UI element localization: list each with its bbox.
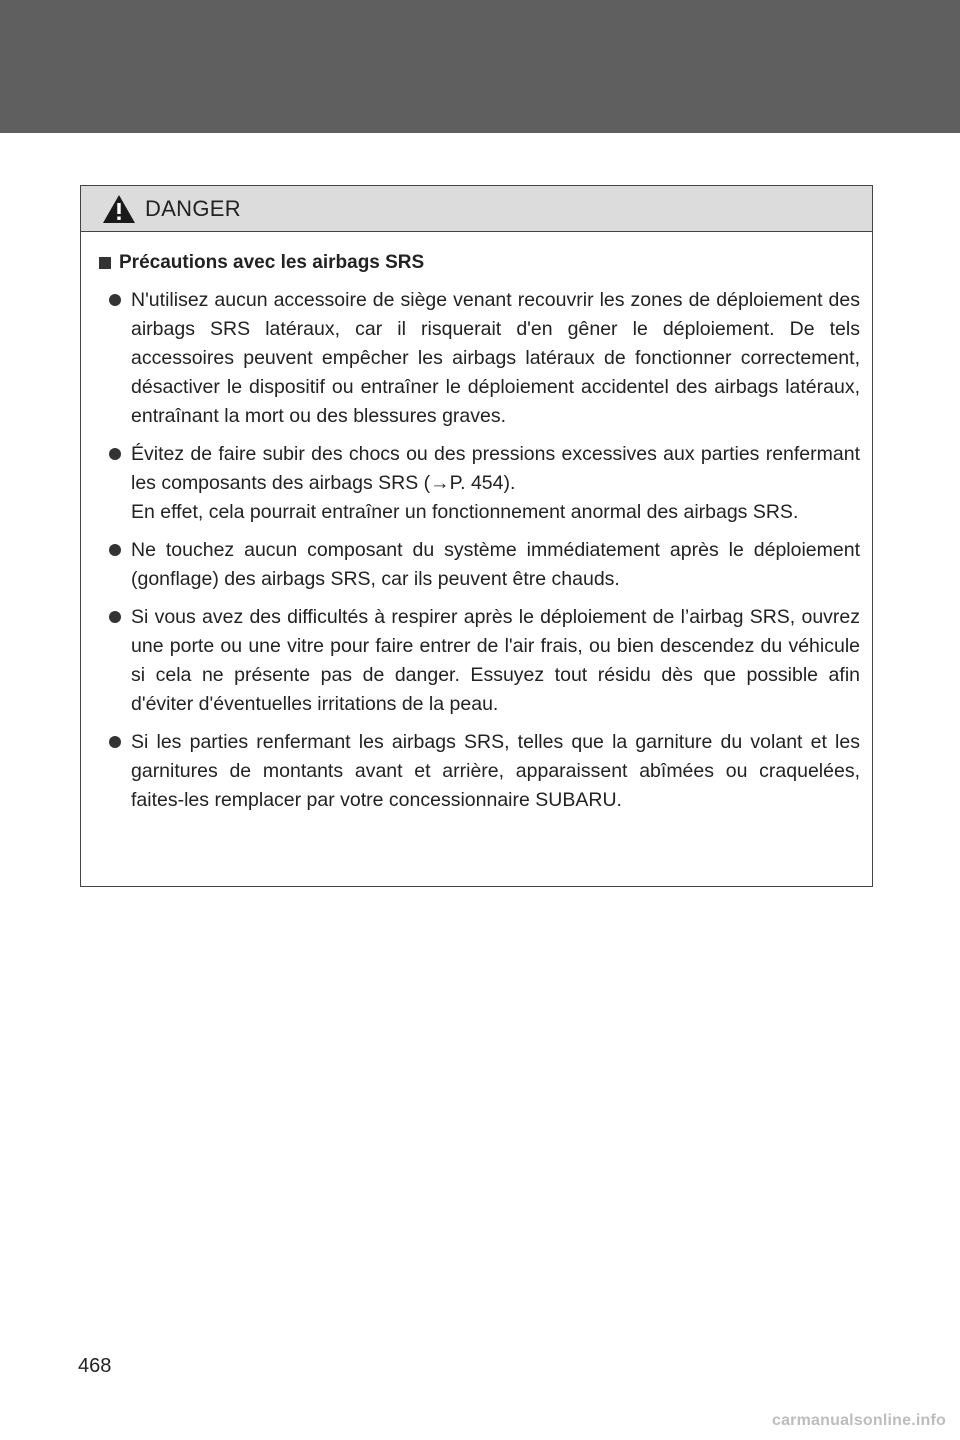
list-item-body [131,440,860,527]
list-item [99,728,860,815]
paragraph: Si les parties renfermant les airbags SRS, telles que la garniture du volant et les garnitures de montants avant et arrière, apparaissent abîmées ou craquelées, faites-les remplacer par votre concessionnaire SUBARU. [131,731,860,811]
section-heading-text: Précautions avec les airbags SRS [119,252,425,273]
bullet-dot-icon [109,736,121,748]
list-item [99,286,860,431]
page-header-bar [0,0,960,133]
section-heading [99,252,860,274]
list-item [99,603,860,719]
list-item [99,536,860,594]
paragraph: Évitez de faire subir des chocs ou des pressions excessives aux parties renfermant les composants des airbags SRS (→P. 454). [131,443,860,494]
bullet-dot-icon [109,544,121,556]
paragraph: N'utilisez aucun accessoire de siège venant recouvrir les zones de déploiement des airbags SRS latéraux, car il risquerait d'en gêner le déploiement. De tels accessoires peuvent empêcher les airbags latéraux de fonctionner correctement, désactiver le dispositif ou entraîner le déploiement accidentel des airbags latéraux, entraînant la mort ou des blessures graves. [131,289,860,427]
list-item-body [131,286,860,431]
page-number: 468 [78,1355,112,1377]
danger-title: DANGER [145,195,241,221]
watermark: carmanualsonline.info [771,1412,946,1429]
danger-content [81,232,872,815]
list-item-body [131,536,860,594]
danger-header [81,186,872,232]
square-bullet-icon [99,257,111,269]
list-item-body [131,603,860,719]
danger-box [80,185,873,887]
bullet-dot-icon [109,294,121,306]
paragraph: Si vous avez des difficultés à respirer après le déploiement de l’airbag SRS, ouvrez une porte ou une vitre pour faire entrer de l'air frais, ou bien descendez du véhicule si cela ne présente pas de danger. Essuyez tout résidu dès que possible afin d'éviter d'éventuelles irritations de la peau. [131,606,860,715]
bullet-dot-icon [109,448,121,460]
paragraph: En effet, cela pourrait entraîner un fonctionnement anormal des airbags SRS. [131,501,799,523]
warning-triangle-icon [101,193,137,225]
bullet-dot-icon [109,611,121,623]
paragraph: Ne touchez aucun composant du système immédiatement après le déploiement (gonflage) des airbags SRS, car ils peuvent être chauds. [131,539,860,590]
list-item-body [131,728,860,815]
list-item [99,440,860,527]
